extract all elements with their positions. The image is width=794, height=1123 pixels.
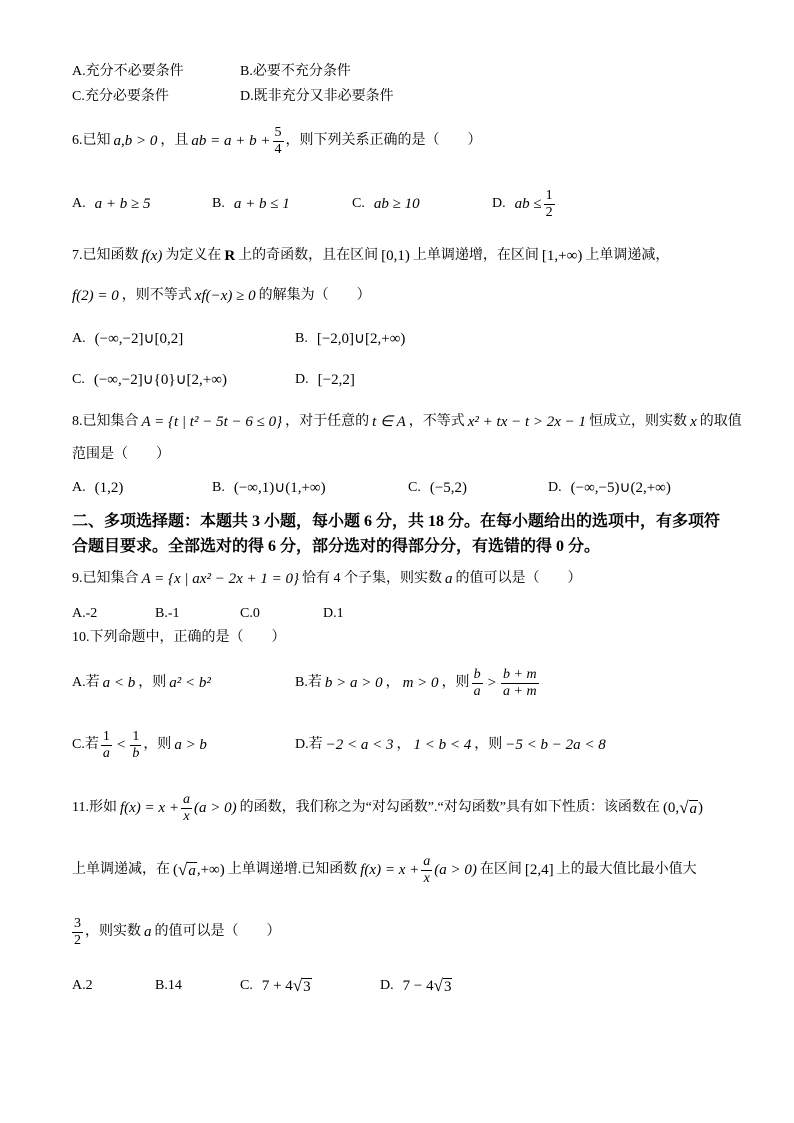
q10-option-b-fraction-2-numerator: b + m [503, 666, 537, 682]
q10-option-d-text-2: ，则 [474, 737, 503, 752]
q10-option-b [295, 666, 541, 699]
q10-option-d [295, 735, 609, 755]
q11-fraction [181, 792, 192, 825]
q11-line3-fraction-denominator: 2 [74, 932, 81, 948]
q9-variable: a [444, 571, 453, 587]
q6-fraction-numerator: 5 [274, 124, 282, 140]
q7-option-a-math: (−∞,−2]∪[0,2] [94, 331, 184, 347]
q11-option-c-label: C. [240, 978, 253, 993]
q6-stem [72, 124, 482, 157]
q5-option-c-text: C.充分必要条件 [72, 89, 169, 104]
q10-option-c-fraction-1-numerator: 1 [102, 728, 110, 744]
q5-option-a [72, 62, 184, 82]
q6-option-d-numerator: 1 [545, 187, 553, 203]
q9-lead: 9.已知集合 [72, 571, 139, 586]
q6-lead: 6.已知 [72, 133, 111, 148]
q8-text-4: 的取值 [699, 414, 742, 429]
q9-option-d-text: D.1 [323, 606, 344, 621]
q7-line2-text-2: 的解集为（ ） [258, 288, 371, 303]
q11-line2-expression: f(x) = x + [360, 862, 420, 878]
q8-variable: x [690, 414, 697, 430]
q11-line2-sqrt [178, 860, 197, 880]
q10-option-b-text-1: ， [385, 675, 400, 690]
q8-option-d-label: D. [548, 480, 562, 495]
q6-option-c [352, 194, 423, 214]
q10-option-b-fraction-1-denominator: a [473, 683, 481, 699]
q11-fraction-numerator: a [182, 791, 190, 807]
q9-set: A = {x | ax² − 2x + 1 = 0} [141, 571, 299, 587]
q10-option-d-math-2: 1 < b < 4 [413, 737, 472, 753]
q10-option-b-text-2: ，则 [441, 675, 470, 690]
q11-sqrt-sign: √ [679, 798, 689, 817]
q8-lead: 8.已知集合 [72, 414, 139, 429]
q7-stem-line2 [72, 286, 371, 306]
q10-option-b-fraction-1 [472, 667, 483, 700]
q11-line3-variable: a [144, 924, 152, 940]
q11-line2-text-3: 在区间 [479, 862, 522, 877]
q7-option-a [72, 329, 186, 349]
q6-option-d-math: ab ≤ [514, 196, 542, 212]
q11-option-c [240, 976, 312, 996]
q6-option-b [212, 194, 293, 214]
q10-option-b-fraction-2 [501, 667, 539, 700]
q7-text-3: 上单调递增，在区间 [412, 248, 539, 263]
q7-inequality: xf(−x) ≥ 0 [194, 288, 256, 304]
q8-option-a-math: (1,2) [94, 480, 124, 496]
q10-stem [72, 628, 286, 648]
q7-f2: f(2) = 0 [72, 288, 119, 304]
q9-option-b [155, 604, 180, 624]
q7-text-1: 为定义在 [165, 248, 222, 263]
q10-option-c-fraction-1-denominator: a [102, 745, 110, 761]
q9-option-a-text: A.-2 [72, 606, 98, 621]
q9-option-c-text: C.0 [240, 606, 260, 621]
q9-stem [72, 569, 581, 589]
q7-text-2: 上的奇函数，且在区间 [238, 248, 379, 263]
q11-line2-text-1: 上单调递减，在 [72, 862, 170, 877]
q7-lead: 7.已知函数 [72, 248, 139, 263]
q11-option-a [72, 976, 93, 996]
q10-option-a [72, 673, 214, 693]
q6-option-b-math: a + b ≤ 1 [233, 196, 290, 212]
q5-option-c [72, 87, 169, 107]
q9-option-a [72, 604, 97, 624]
q8-option-a [72, 478, 126, 498]
q8-option-b [212, 478, 329, 498]
q8-text-2: ，不等式 [408, 414, 465, 429]
q10-option-a-lead: A.若 [72, 675, 100, 690]
q7-interval-2: [1,+∞) [541, 248, 583, 264]
q10-option-c-fraction-2 [130, 729, 141, 762]
q7-option-c-label: C. [72, 372, 85, 387]
q11-line2-text-4: 上的最大值比最小值大 [556, 862, 697, 877]
q11-option-d [380, 976, 452, 996]
q11-line2-range: [2,4] [524, 862, 554, 878]
q10-option-b-fraction-2-denominator: a + m [503, 683, 537, 699]
q11-condition: (a > 0) [193, 800, 237, 816]
q8-option-b-label: B. [212, 480, 225, 495]
q6-option-c-math: ab ≥ 10 [373, 196, 420, 212]
q11-sqrt-radicand: a [689, 801, 698, 817]
q10-option-b-math-2: m > 0 [402, 675, 439, 691]
q6-expression: ab = a + b + [191, 133, 271, 149]
q8-option-d-math: (−∞,−5)∪(2,+∞) [570, 480, 671, 496]
q6-option-c-label: C. [352, 196, 365, 211]
section2-heading-line2 [72, 537, 600, 557]
q8-text-3: 恒成立，则实数 [589, 414, 688, 429]
q11-option-c-sqrt-radicand: 3 [303, 979, 311, 995]
q10-option-c-lead: C.若 [72, 737, 99, 752]
q10-option-c-fraction-2-numerator: 1 [132, 728, 140, 744]
q10-option-d-math-3: −5 < b − 2a < 8 [505, 737, 606, 753]
q6-condition: a,b > 0 [113, 133, 158, 149]
q11-option-d-sqrt-radicand: 3 [443, 979, 452, 995]
q8-option-c-math: (−5,2) [429, 480, 468, 496]
q6-option-d-denominator: 2 [545, 204, 553, 220]
q5-option-d-text: D.既非充分又非必要条件 [240, 89, 394, 104]
q10-option-a-math-1: a < b [102, 675, 136, 691]
q11-option-d-math: 7 − 4 [402, 978, 434, 994]
q11-line2-fraction [421, 854, 432, 887]
q8-option-d [548, 478, 674, 498]
q7-line2-text-1: ，则不等式 [121, 288, 192, 303]
q9-text-2: 的值可以是（ ） [455, 571, 582, 586]
q5-option-b [240, 62, 351, 82]
q10-option-d-lead: D.若 [295, 737, 323, 752]
q11-line2-interval-open: ( [173, 862, 178, 878]
q6-option-b-label: B. [212, 196, 225, 211]
q9-option-d [323, 604, 344, 624]
q6-fraction-denominator: 4 [274, 141, 282, 157]
q11-interval-open: (0, [662, 800, 680, 816]
q7-option-d-label: D. [295, 372, 309, 387]
q11-lead: 11.形如 [72, 800, 117, 815]
q8-text-1: ，对于任意的 [285, 414, 370, 429]
q11-line2-fraction-denominator: x [421, 870, 432, 887]
q11-line3-fraction [72, 916, 83, 949]
q10-option-b-math-1: b > a > 0 [324, 675, 383, 691]
q8-inequality: x² + tx − t > 2x − 1 [467, 414, 587, 430]
q5-option-d [240, 87, 394, 107]
q7-option-b [295, 329, 408, 349]
q6-fraction [273, 125, 284, 158]
q7-option-c [72, 370, 230, 390]
q5-option-b-text: B.必要不充分条件 [240, 64, 351, 79]
q11-option-c-sqrt [293, 976, 312, 996]
q9-option-b-text: B.-1 [155, 606, 180, 621]
section2-heading-line1 [72, 512, 720, 532]
q8-option-a-label: A. [72, 480, 86, 495]
q11-stem-line3 [72, 915, 281, 948]
q11-option-b [155, 976, 182, 996]
q7-option-b-math: [−2,0]∪[2,+∞) [316, 331, 406, 347]
q7-option-c-math: (−∞,−2]∪{0}∪[2,+∞) [93, 372, 227, 388]
q6-option-d-label: D. [492, 196, 506, 211]
q11-line3-text-2: 的值可以是（ ） [154, 924, 281, 939]
q6-join: ，且 [160, 133, 189, 148]
q8-stem-line1 [72, 412, 742, 432]
q7-option-d-math: [−2,2] [317, 372, 355, 388]
q7-function: f(x) [141, 248, 163, 264]
q11-fraction-denominator: x [181, 808, 192, 825]
q8-line2-text: 范围是（ ） [72, 447, 170, 462]
q10-option-c-math: a > b [174, 737, 207, 753]
q11-expression: f(x) = x + [119, 800, 179, 816]
q10-option-b-operator: > [487, 675, 497, 691]
q9-option-c [240, 604, 260, 624]
q6-option-a [72, 194, 153, 214]
q7-text-4: 上单调递减， [585, 248, 670, 263]
q6-option-d [492, 187, 557, 220]
q11-interval-close: ) [698, 800, 704, 816]
q7-interval-1: [0,1) [381, 248, 410, 264]
q8-element: t ∈ A [372, 414, 406, 430]
q8-option-b-math: (−∞,1)∪(1,+∞) [233, 480, 326, 496]
q11-line2-text-2: 上单调递增.已知函数 [227, 862, 358, 877]
q6-tail: ，则下列关系正确的是（ ） [285, 133, 482, 148]
q8-option-c [408, 478, 470, 498]
q11-option-c-math: 7 + 4 [261, 978, 293, 994]
q10-option-c [72, 728, 210, 761]
q11-stem-line1 [72, 791, 706, 824]
q11-line2-fraction-numerator: a [423, 853, 431, 869]
section2-heading-text-1: 二、多项选择题：本题共 3 小题，每小题 6 分，共 18 分。在每小题给出的选项中，有多项符 [72, 513, 721, 530]
q6-option-a-label: A. [72, 196, 86, 211]
q11-line3-fraction-numerator: 3 [74, 915, 81, 931]
q10-option-a-text: ，则 [138, 675, 167, 690]
q10-option-b-fraction-1-numerator: b [473, 666, 481, 682]
q11-line3-text-1: ，则实数 [85, 924, 141, 939]
q10-option-c-fraction-2-denominator: b [132, 745, 140, 761]
q7-option-a-label: A. [72, 331, 86, 346]
q11-line2-interval-close: ,+∞) [196, 862, 225, 878]
q10-option-c-operator: < [116, 737, 126, 753]
q6-option-d-fraction [544, 188, 555, 221]
q11-line2-sqrt-radicand: a [188, 863, 196, 879]
q11-option-b-text: B.14 [155, 978, 182, 993]
q10-option-a-math-2: a² < b² [169, 675, 211, 691]
q11-line2-sqrt-sign: √ [178, 860, 188, 879]
q11-option-d-sqrt [434, 976, 453, 996]
q11-option-a-text: A.2 [72, 978, 93, 993]
q11-option-d-sqrt-sign: √ [433, 976, 443, 995]
q7-option-b-label: B. [295, 331, 308, 346]
q6-option-a-math: a + b ≥ 5 [94, 196, 151, 212]
q11-line2-condition: (a > 0) [434, 862, 477, 878]
q11-sqrt [679, 798, 698, 818]
q11-option-d-label: D. [380, 978, 394, 993]
q8-stem-line2 [72, 445, 170, 465]
q10-option-b-lead: B.若 [295, 675, 322, 690]
q7-stem-line1 [72, 246, 669, 266]
q5-option-a-text: A.充分不必要条件 [72, 64, 184, 79]
q11-option-c-sqrt-sign: √ [292, 976, 303, 995]
q10-option-d-text-1: ， [396, 737, 411, 752]
q8-option-c-label: C. [408, 480, 421, 495]
q8-set: A = {t | t² − 5t − 6 ≤ 0} [141, 414, 283, 430]
q7-option-d [295, 370, 358, 390]
q10-option-c-text: ，则 [143, 737, 172, 752]
q10-option-d-math-1: −2 < a < 3 [325, 737, 394, 753]
q11-stem-line2 [72, 853, 697, 886]
q9-text-1: 恰有 4 个子集，则实数 [301, 571, 442, 586]
q11-text-1: 的函数，我们称之为“对勾函数”.“对勾函数”具有如下性质：该函数在 [239, 800, 660, 815]
q10-option-c-fraction-1 [101, 729, 112, 762]
q10-stem-text: 10.下列命题中，正确的是（ ） [72, 630, 286, 645]
q7-real-set: R [224, 248, 236, 264]
section2-heading-text-2: 合题目要求。全部选对的得 6 分，部分选对的得部分分，有选错的得 0 分。 [72, 538, 601, 555]
